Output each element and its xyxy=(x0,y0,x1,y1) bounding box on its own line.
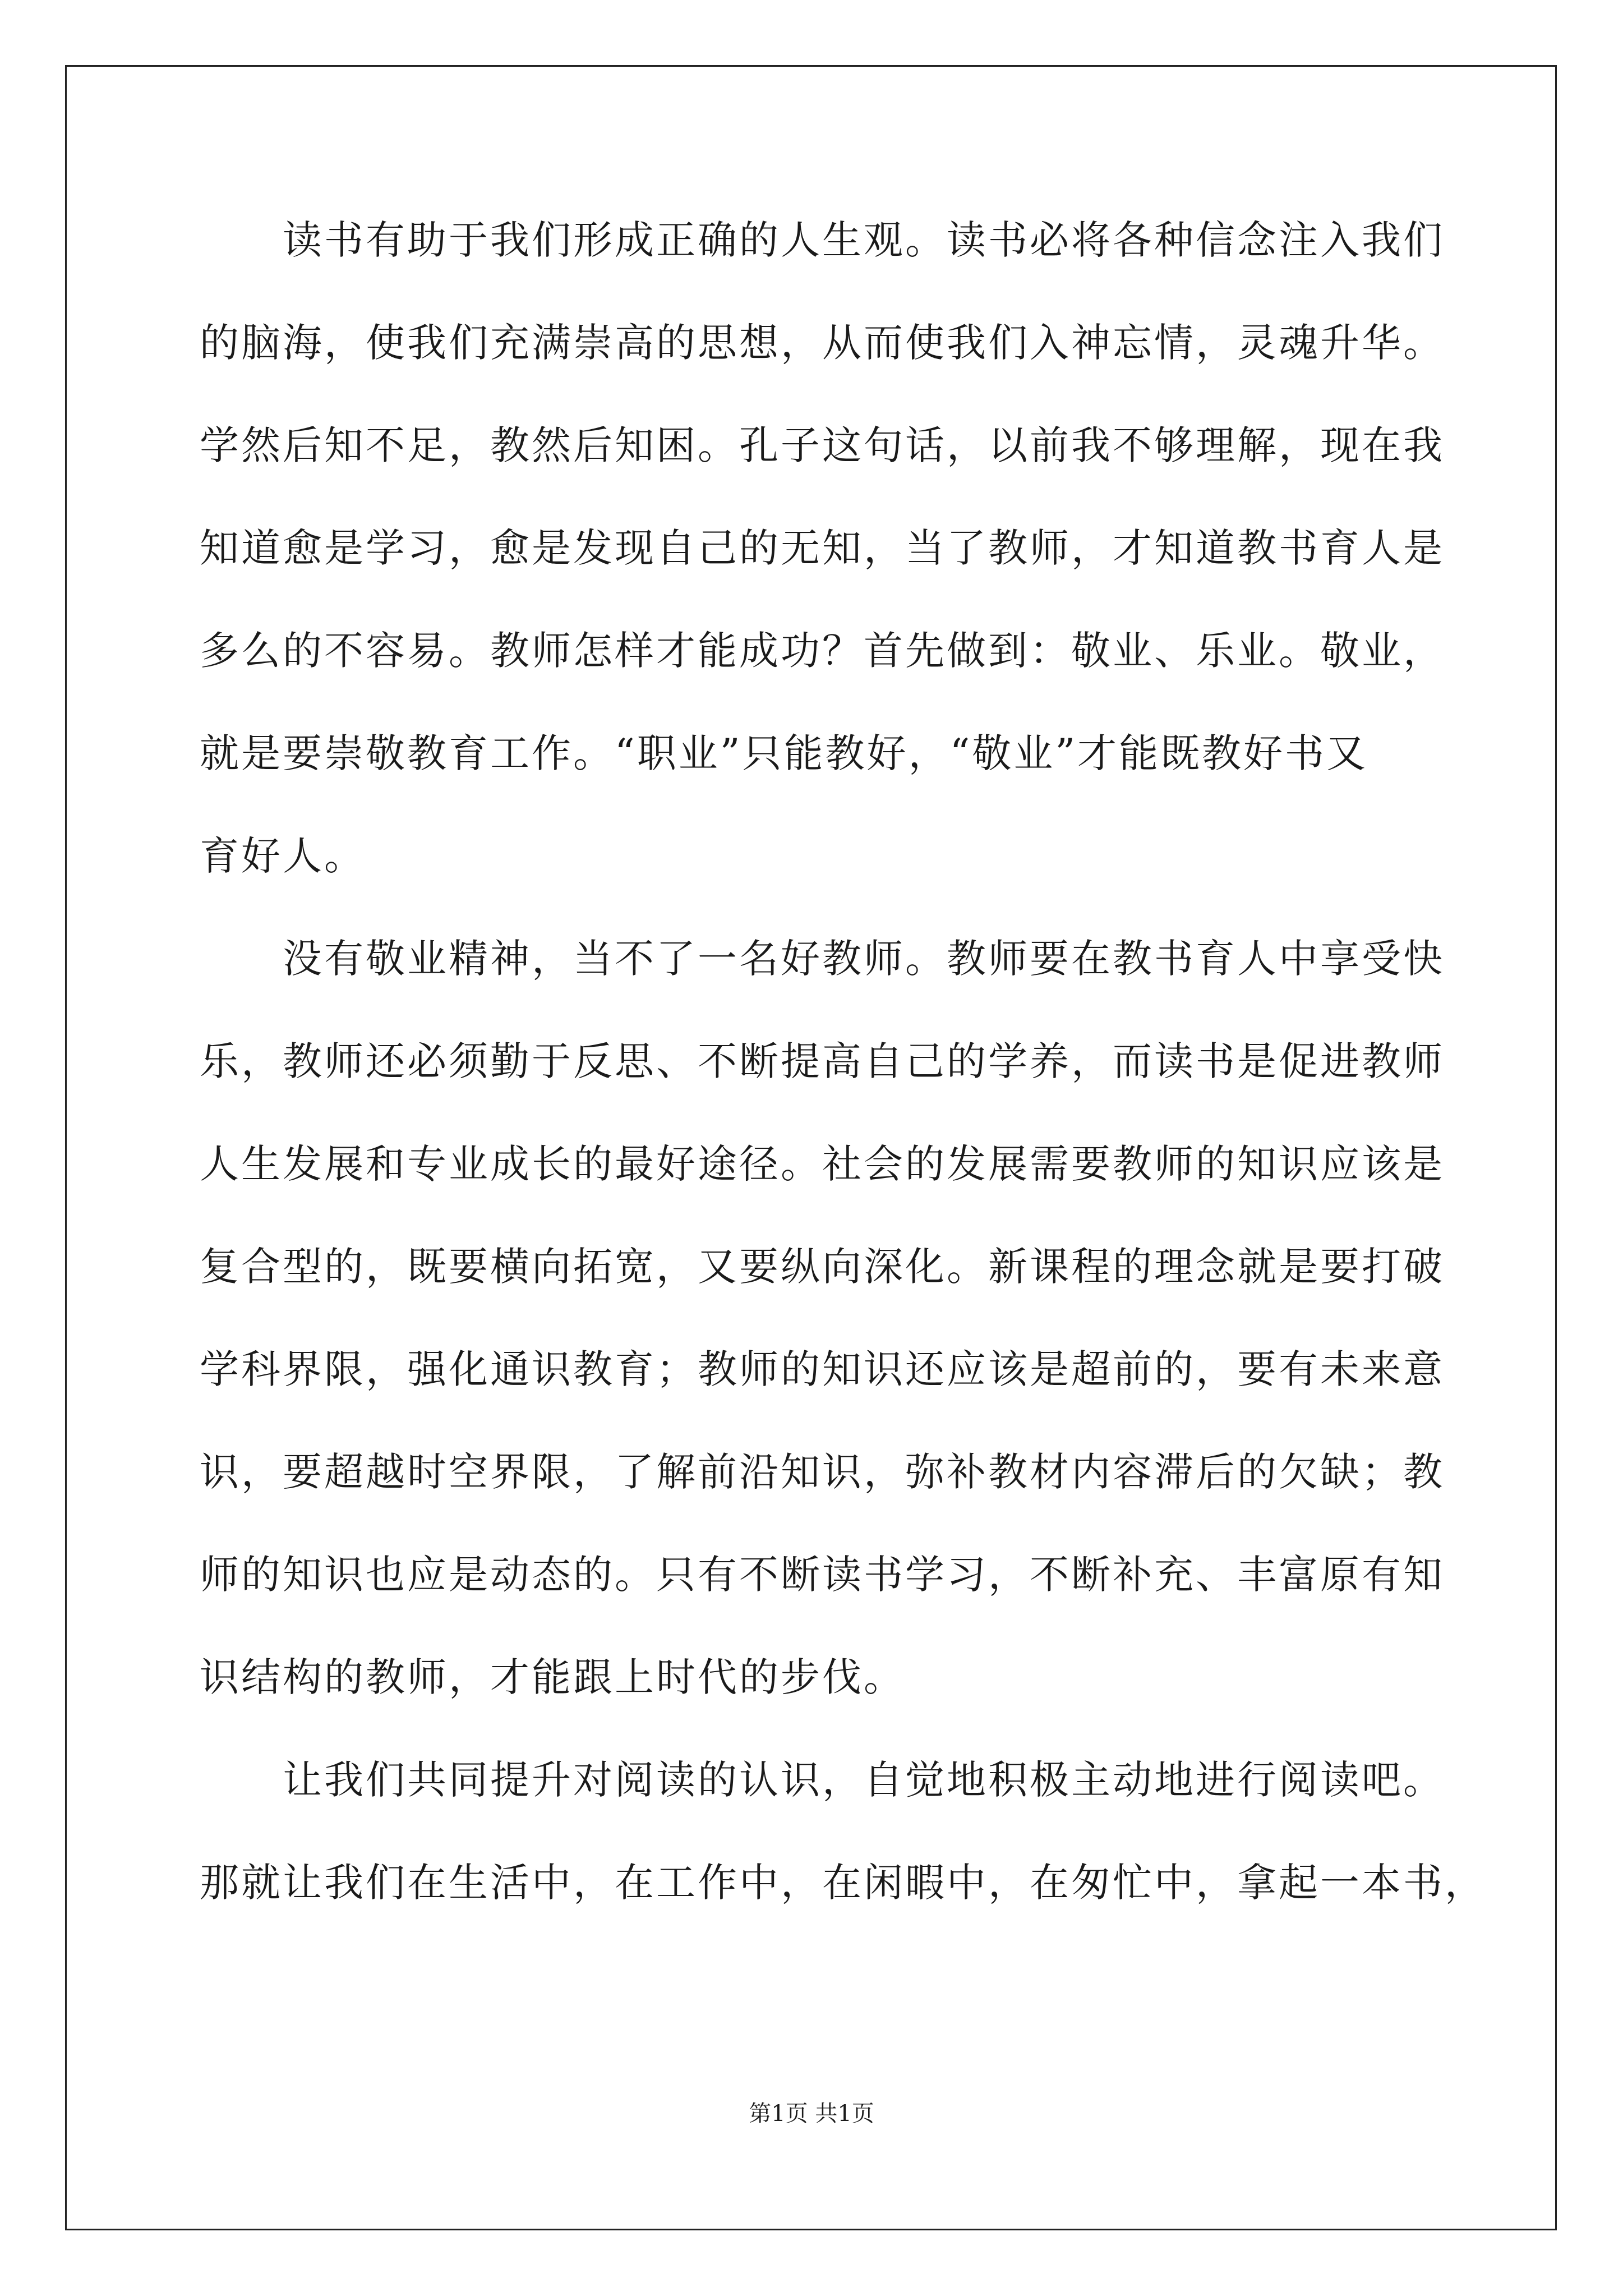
text-line: 就是要崇敬教育工作。“职业”只能教好，“敬业”才能既教好书又 xyxy=(200,730,1368,776)
text-line: 识结构的教师，才能跟上时代的步伐。 xyxy=(200,1654,905,1700)
text-line: 复合型的，既要横向拓宽，又要纵向深化。新课程的理念就是要打破 xyxy=(200,1244,1445,1290)
text-line: 人生发展和专业成长的最好途径。社会的发展需要教师的知识应该是 xyxy=(200,1141,1445,1187)
text-line: 识，要超越时空界限，了解前沿知识，弥补教材内容滞后的欠缺；教 xyxy=(200,1449,1445,1495)
text-line: 学科界限，强化通识教育；教师的知识还应该是超前的，要有未来意 xyxy=(200,1346,1445,1392)
text-line: 多么的不容易。教师怎样才能成功？首先做到：敬业、乐业。敬业， xyxy=(200,628,1445,674)
text-line: 乐，教师还必须勤于反思、不断提高自己的学养，而读书是促进教师 xyxy=(200,1038,1445,1084)
text-line: 知道愈是学习，愈是发现自己的无知，当了教师，才知道教书育人是 xyxy=(200,525,1445,571)
text-line: 没有敬业精神，当不了一名好教师。教师要在教书育人中享受快 xyxy=(283,936,1445,982)
text-line: 师的知识也应是动态的。只有不断读书学习，不断补充、丰富原有知 xyxy=(200,1552,1445,1598)
text-line: 的脑海，使我们充满崇高的思想，从而使我们入神忘情，灵魂升华。 xyxy=(200,320,1445,366)
text-line: 育好人。 xyxy=(200,833,366,879)
page-number-footer: 第1页 共1页 xyxy=(749,2101,874,2127)
text-line: 让我们共同提升对阅读的认识，自觉地积极主动地进行阅读吧。 xyxy=(283,1757,1445,1803)
text-line: 学然后知不足，教然后知困。孔子这句话，以前我不够理解，现在我 xyxy=(200,422,1445,468)
text-line: 那就让我们在生活中，在工作中，在闲暇中，在匆忙中，拿起一本书， xyxy=(200,1860,1486,1906)
document-body xyxy=(200,212,1486,2063)
text-line: 读书有助于我们形成正确的人生观。读书必将各种信念注入我们 xyxy=(283,217,1445,263)
